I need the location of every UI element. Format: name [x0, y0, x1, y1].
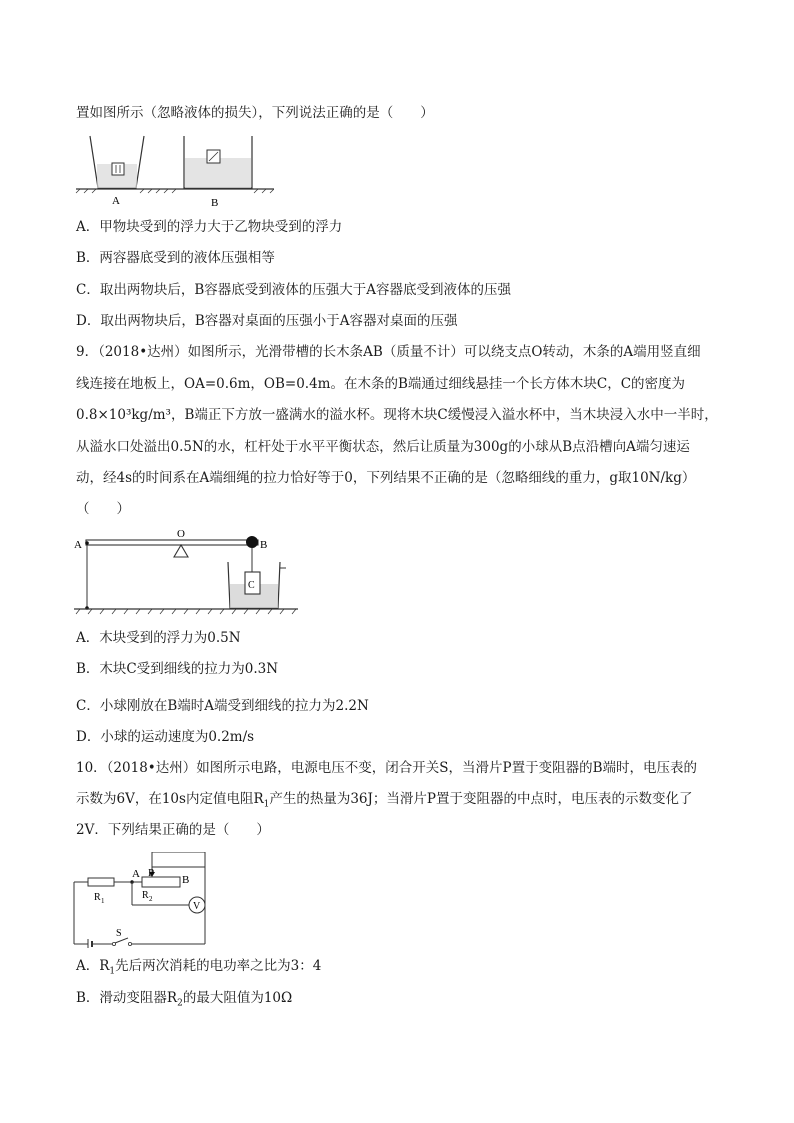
q9-stem-line-5: 动，经4s的时间系在A端细绳的拉力恰好等于0，下列结果不正确的是（忽略细线的重力，g取10N/kg） [76, 470, 696, 486]
q9-label-o: O [177, 528, 185, 540]
q9-option-c: C．小球刚放在B端时A端受到细线的拉力为2.2N [76, 698, 369, 714]
q10-stem-line-2-post: 产生的热量为36J；当滑片P置于变阻器的中点时，电压表的示数变化了 [269, 791, 693, 807]
q9-ball [246, 536, 258, 548]
q8-label-a: A [112, 195, 120, 207]
q8-option-a: A．甲物块受到的浮力大于乙物块受到的浮力 [76, 219, 343, 235]
q9-stem-line-1: 9．（2018•达州）如图所示，光滑带槽的长木条AB（质量不计）可以绕支点O转动，木条的A端用竖直细 [76, 344, 701, 360]
q8-option-d: D．取出两物块后，B容器对桌面的压强小于A容器对桌面的压强 [76, 313, 458, 329]
q10-resistor-r1 [88, 878, 114, 886]
q10-stem-line-1: 10．（2018•达州）如图所示电路，电源电压不变，闭合开关S，当滑片P置于变阻器的B端时，电压表的 [76, 760, 697, 776]
q8-option-b: B．两容器底受到的液体压强相等 [76, 250, 275, 266]
q9-lever [86, 540, 258, 545]
q9-figure [72, 528, 298, 618]
q10-option-b-post: 的最大阻值为10Ω [182, 990, 293, 1006]
q10-option-b-sub: 2 [177, 998, 183, 1009]
q10-option-a [76, 957, 321, 981]
q10-label-v: V [193, 901, 201, 912]
q10-circuit-figure [70, 852, 214, 948]
q9-label-a: A [74, 539, 82, 551]
q10-stem-line-2 [76, 790, 693, 814]
q10-stem-line-2-pre: 示数为6V，在10s内定值电阻R [76, 791, 264, 807]
q9-stem-line-6: （ ） [76, 501, 130, 517]
q8-label-b: B [211, 197, 219, 208]
q10-option-a-sub: 1 [109, 966, 116, 977]
q10-stem-line-3: 2V．下列结果正确的是（ ） [76, 822, 270, 838]
q10-option-a-pre: A．R [76, 958, 110, 974]
q8-stem-tail: 置如图所示（忽略液体的损失），下列说法正确的是（ ） [76, 105, 434, 121]
q9-stem-line-4: 从溢水口处溢出0.5N的水，杠杆处于水平平衡状态，然后让质量为300g的小球从B点沿槽向A端匀速运 [76, 439, 690, 455]
q8-option-c: C．取出两物块后，B容器底受到液体的压强大于A容器底受到液体的压强 [76, 282, 511, 298]
q9-option-d: D．小球的运动速度为0.2m/s [76, 729, 255, 745]
q9-label-c: C [248, 580, 255, 591]
q10-label-s: S [116, 928, 122, 939]
q9-option-a: A．木块受到的浮力为0.5N [76, 630, 241, 646]
q10-label-a: A [132, 868, 140, 880]
q10-option-a-post: 先后两次消耗的电功率之比为3：4 [115, 958, 322, 974]
q10-label-b: B [182, 874, 190, 886]
q9-label-b: B [260, 539, 268, 551]
q10-stem-line-2-sub: 1 [263, 799, 270, 810]
q8-figure [74, 132, 274, 208]
q10-label-r1-sub: 1 [101, 897, 105, 905]
q10-label-p: P [148, 867, 155, 879]
q10-label-r2-sub: 2 [149, 895, 153, 903]
q10-label-r2: R [142, 890, 149, 901]
q10-label-r1: R [94, 892, 101, 903]
q9-stem-line-2: 线连接在地板上，OA=0.6m，OB=0.4m。在木条的B端通过细线悬挂一个长方体木块C，C的密度为 [76, 376, 686, 392]
q10-option-b-pre: B．滑动变阻器R [76, 990, 178, 1006]
q9-pivot [174, 545, 188, 557]
q9-option-b: B．木块C受到细线的拉力为0.3N [76, 661, 279, 677]
q10-option-b [76, 989, 292, 1013]
q9-stem-line-3: 0.8×10³kg/m³，B端正下方放一盛满水的溢水杯。现将木块C缓慢浸入溢水杯中，当木块浸入水中一半时， [76, 407, 718, 423]
q8-block-jia [112, 163, 124, 175]
